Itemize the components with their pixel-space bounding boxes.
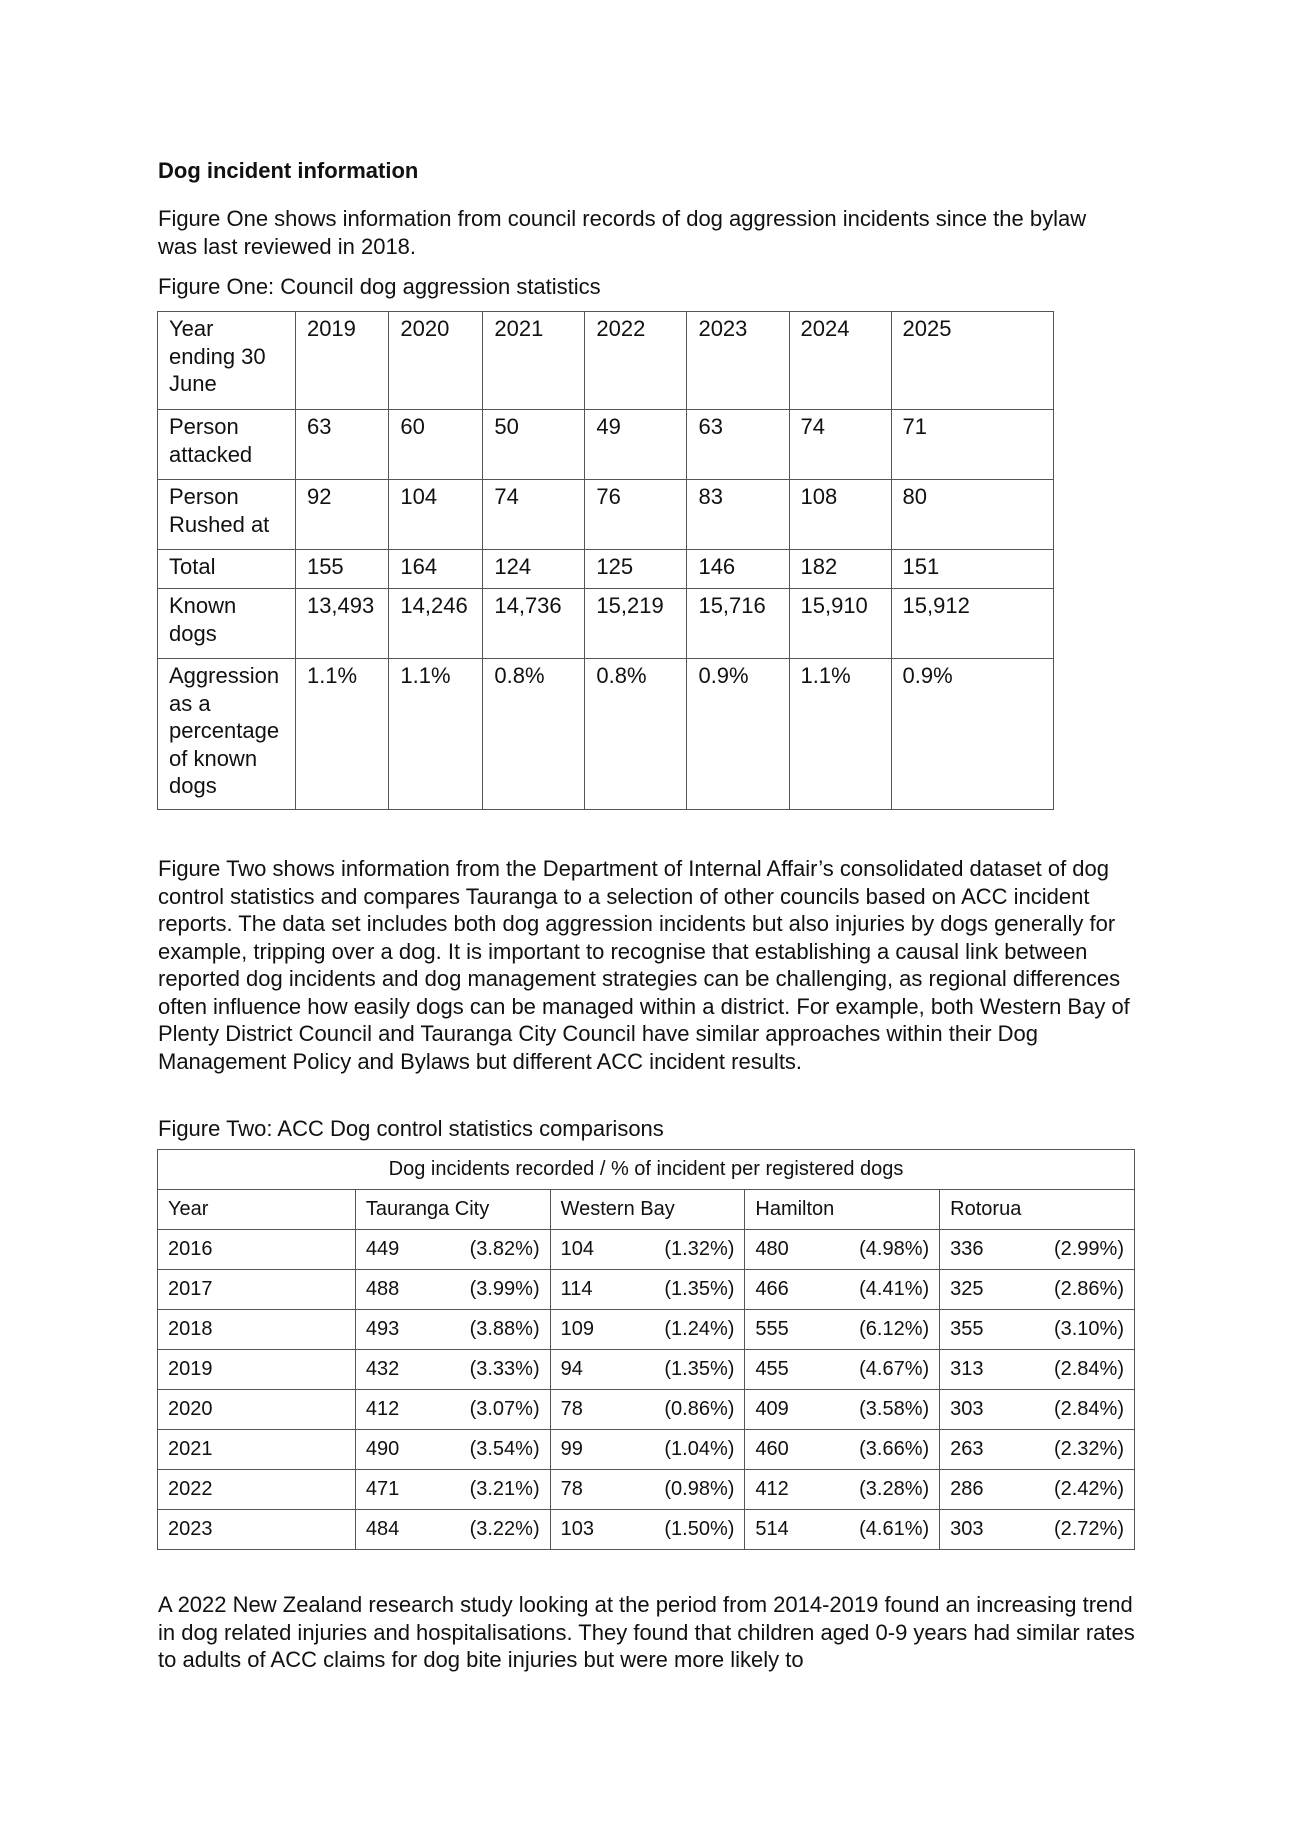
incident-count: 103 xyxy=(560,1518,594,1540)
value-cell: 15,716 xyxy=(687,589,789,659)
incident-count: 104 xyxy=(560,1238,594,1260)
year-cell: 2016 xyxy=(158,1230,356,1270)
header-label-cell: Year ending 30 June xyxy=(158,312,296,410)
incident-percentage: (3.58%) xyxy=(859,1398,930,1420)
incident-cell xyxy=(550,1230,745,1270)
council-header-cell: Hamilton xyxy=(745,1190,940,1230)
incident-count: 286 xyxy=(950,1478,984,1500)
incident-percentage: (3.33%) xyxy=(469,1358,540,1380)
span-header-cell: Dog incidents recorded / % of incident per registered dogs xyxy=(158,1150,1135,1190)
value-cell: 1.1% xyxy=(389,659,483,810)
value-cell: 14,246 xyxy=(389,589,483,659)
incident-count: 493 xyxy=(365,1318,400,1340)
incident-cell xyxy=(355,1510,550,1550)
figure-two-table xyxy=(157,1149,1135,1550)
value-cell: 80 xyxy=(891,480,1053,550)
incident-cell xyxy=(355,1470,550,1510)
incident-percentage: (3.10%) xyxy=(1053,1318,1124,1340)
incident-cell xyxy=(550,1270,745,1310)
table-row xyxy=(158,480,1054,550)
value-cell: 14,736 xyxy=(483,589,585,659)
incident-cell xyxy=(745,1230,940,1270)
table-row xyxy=(158,1390,1135,1430)
incident-cell xyxy=(745,1310,940,1350)
value-cell: 1.1% xyxy=(295,659,388,810)
row-label-cell: Person Rushed at xyxy=(158,480,296,550)
incident-percentage: (2.32%) xyxy=(1053,1438,1124,1460)
incident-percentage: (1.04%) xyxy=(664,1438,735,1460)
incident-count: 484 xyxy=(365,1518,400,1540)
incident-count: 514 xyxy=(755,1518,789,1540)
value-cell: 74 xyxy=(789,410,891,480)
incident-percentage: (2.42%) xyxy=(1053,1478,1124,1500)
table-row xyxy=(158,1470,1135,1510)
incident-count: 325 xyxy=(950,1278,984,1300)
table-row xyxy=(158,550,1054,589)
incident-percentage: (2.99%) xyxy=(1053,1238,1124,1260)
year-cell: 2020 xyxy=(158,1390,356,1430)
intro-paragraph: Figure One shows information from council records of dog aggression incidents since the bylaw was last reviewed in 2018. xyxy=(158,206,1087,259)
incident-cell xyxy=(550,1390,745,1430)
incident-count: 466 xyxy=(755,1278,789,1300)
incident-cell xyxy=(550,1430,745,1470)
incident-percentage: (3.66%) xyxy=(859,1438,930,1460)
value-cell: 49 xyxy=(585,410,687,480)
year-header-cell: 2025 xyxy=(891,312,1053,410)
year-header-cell: Year xyxy=(158,1190,356,1230)
incident-percentage: (3.82%) xyxy=(469,1238,540,1260)
figure-two-paragraph: Figure Two shows information from the Department of Internal Affair’s consolidated dataset of dog control statistics and compares Tauranga to a selection of other councils based on ACC incident reports. The data set includes both dog aggression incidents but also injuries by dogs generally for example, tripping over a dog. It is important to recognise that establishing a causal link between reported dog incidents and dog management strategies can be challenging, as regional differences often influence how easily dogs can be managed within a district. For example, both Western Bay of Plenty District Council and Tauranga City Council have similar approaches within their Dog Management Policy and Bylaws but different ACC incident results. xyxy=(158,856,1130,1074)
row-label-cell: Person attacked xyxy=(158,410,296,480)
incident-count: 488 xyxy=(365,1278,400,1300)
year-header-cell: 2022 xyxy=(585,312,687,410)
table-row xyxy=(158,1230,1135,1270)
value-cell: 15,910 xyxy=(789,589,891,659)
incident-cell xyxy=(550,1310,745,1350)
incident-percentage: (3.88%) xyxy=(469,1318,540,1340)
value-cell: 92 xyxy=(295,480,388,550)
incident-percentage: (3.99%) xyxy=(469,1278,540,1300)
incident-count: 114 xyxy=(560,1278,593,1300)
incident-percentage: (4.41%) xyxy=(859,1278,930,1300)
council-header-cell: Tauranga City xyxy=(355,1190,550,1230)
table-row xyxy=(158,659,1054,810)
value-cell: 151 xyxy=(891,550,1053,589)
figure-one-table xyxy=(157,311,1054,810)
incident-count: 449 xyxy=(365,1238,400,1260)
incident-count: 471 xyxy=(365,1478,400,1500)
incident-count: 412 xyxy=(755,1478,789,1500)
incident-percentage: (3.54%) xyxy=(469,1438,540,1460)
value-cell: 63 xyxy=(687,410,789,480)
row-label-cell: Total xyxy=(158,550,296,589)
value-cell: 83 xyxy=(687,480,789,550)
incident-percentage: (0.86%) xyxy=(664,1398,735,1420)
year-header-cell: 2020 xyxy=(389,312,483,410)
incident-count: 313 xyxy=(950,1358,984,1380)
figure-one-caption: Figure One: Council dog aggression statistics xyxy=(158,274,601,299)
figure-two-caption: Figure Two: ACC Dog control statistics comparisons xyxy=(158,1116,664,1141)
incident-percentage: (4.98%) xyxy=(859,1238,930,1260)
year-header-cell: 2024 xyxy=(789,312,891,410)
table-row xyxy=(158,1310,1135,1350)
year-header-cell: 2019 xyxy=(295,312,388,410)
incident-percentage: (1.32%) xyxy=(664,1238,735,1260)
table-row xyxy=(158,410,1054,480)
table-header-row xyxy=(158,312,1054,410)
incident-cell xyxy=(940,1270,1135,1310)
incident-count: 109 xyxy=(560,1318,594,1340)
value-cell: 15,219 xyxy=(585,589,687,659)
incident-cell xyxy=(940,1310,1135,1350)
incident-percentage: (1.35%) xyxy=(664,1278,735,1300)
incident-cell xyxy=(745,1270,940,1310)
value-cell: 125 xyxy=(585,550,687,589)
value-cell: 1.1% xyxy=(789,659,891,810)
value-cell: 155 xyxy=(295,550,388,589)
incident-percentage: (4.67%) xyxy=(859,1358,930,1380)
incident-cell xyxy=(355,1430,550,1470)
year-cell: 2017 xyxy=(158,1270,356,1310)
incident-count: 412 xyxy=(365,1398,400,1420)
year-header-cell: 2023 xyxy=(687,312,789,410)
incident-cell xyxy=(745,1390,940,1430)
incident-percentage: (0.98%) xyxy=(664,1478,735,1500)
incident-cell xyxy=(550,1470,745,1510)
value-cell: 74 xyxy=(483,480,585,550)
year-cell: 2021 xyxy=(158,1430,356,1470)
value-cell: 60 xyxy=(389,410,483,480)
incident-count: 432 xyxy=(365,1358,400,1380)
incident-cell xyxy=(940,1230,1135,1270)
incident-percentage: (6.12%) xyxy=(859,1318,930,1340)
row-label-cell: Aggression as a percentage of known dogs xyxy=(158,659,296,810)
incident-count: 355 xyxy=(950,1318,984,1340)
incident-cell xyxy=(355,1270,550,1310)
incident-count: 336 xyxy=(950,1238,984,1260)
incident-cell xyxy=(940,1390,1135,1430)
council-header-cell: Western Bay xyxy=(550,1190,745,1230)
incident-cell xyxy=(550,1350,745,1390)
year-header-cell: 2021 xyxy=(483,312,585,410)
incident-percentage: (3.22%) xyxy=(469,1518,540,1540)
year-cell: 2023 xyxy=(158,1510,356,1550)
incident-cell xyxy=(745,1470,940,1510)
incident-count: 303 xyxy=(950,1518,984,1540)
incident-cell xyxy=(940,1430,1135,1470)
table-row xyxy=(158,1350,1135,1390)
incident-percentage: (1.50%) xyxy=(664,1518,735,1540)
table-header-row xyxy=(158,1190,1135,1230)
incident-percentage: (2.86%) xyxy=(1053,1278,1124,1300)
incident-cell xyxy=(745,1350,940,1390)
incident-percentage: (2.84%) xyxy=(1053,1358,1124,1380)
value-cell: 71 xyxy=(891,410,1053,480)
table-row xyxy=(158,1430,1135,1470)
incident-cell xyxy=(745,1510,940,1550)
value-cell: 0.8% xyxy=(585,659,687,810)
table-row xyxy=(158,589,1054,659)
value-cell: 108 xyxy=(789,480,891,550)
year-cell: 2019 xyxy=(158,1350,356,1390)
incident-cell xyxy=(550,1510,745,1550)
incident-cell xyxy=(940,1470,1135,1510)
value-cell: 104 xyxy=(389,480,483,550)
incident-count: 460 xyxy=(755,1438,789,1460)
incident-percentage: (3.28%) xyxy=(859,1478,930,1500)
incident-count: 78 xyxy=(560,1478,583,1500)
incident-cell xyxy=(745,1430,940,1470)
table-span-header-row xyxy=(158,1150,1135,1190)
incident-cell xyxy=(355,1390,550,1430)
section-heading: Dog incident information xyxy=(158,158,419,183)
value-cell: 50 xyxy=(483,410,585,480)
incident-percentage: (4.61%) xyxy=(859,1518,930,1540)
incident-count: 263 xyxy=(950,1438,984,1460)
incident-cell xyxy=(940,1350,1135,1390)
incident-cell xyxy=(355,1230,550,1270)
incident-count: 490 xyxy=(365,1438,400,1460)
incident-count: 99 xyxy=(560,1438,583,1460)
value-cell: 76 xyxy=(585,480,687,550)
year-cell: 2018 xyxy=(158,1310,356,1350)
incident-percentage: (2.84%) xyxy=(1053,1398,1124,1420)
row-label-cell: Known dogs xyxy=(158,589,296,659)
year-cell: 2022 xyxy=(158,1470,356,1510)
table-row xyxy=(158,1270,1135,1310)
incident-count: 303 xyxy=(950,1398,984,1420)
incident-count: 480 xyxy=(755,1238,789,1260)
value-cell: 182 xyxy=(789,550,891,589)
incident-percentage: (3.07%) xyxy=(469,1398,540,1420)
value-cell: 164 xyxy=(389,550,483,589)
table-row xyxy=(158,1510,1135,1550)
council-header-cell: Rotorua xyxy=(940,1190,1135,1230)
incident-count: 455 xyxy=(755,1358,789,1380)
incident-count: 94 xyxy=(560,1358,583,1380)
incident-percentage: (1.35%) xyxy=(664,1358,735,1380)
incident-percentage: (3.21%) xyxy=(469,1478,540,1500)
value-cell: 0.8% xyxy=(483,659,585,810)
value-cell: 13,493 xyxy=(295,589,388,659)
incident-cell xyxy=(355,1310,550,1350)
value-cell: 146 xyxy=(687,550,789,589)
incident-percentage: (2.72%) xyxy=(1053,1518,1124,1540)
incident-count: 78 xyxy=(560,1398,583,1420)
value-cell: 0.9% xyxy=(891,659,1053,810)
value-cell: 0.9% xyxy=(687,659,789,810)
incident-count: 409 xyxy=(755,1398,789,1420)
incident-percentage: (1.24%) xyxy=(664,1318,735,1340)
incident-count: 555 xyxy=(755,1318,789,1340)
value-cell: 63 xyxy=(295,410,388,480)
value-cell: 15,912 xyxy=(891,589,1053,659)
research-paragraph: A 2022 New Zealand research study looking at the period from 2014-2019 found an increasing trend in dog related injuries and hospitalisations. They found that children aged 0-9 years had similar rates to adults of ACC claims for dog bite injuries but were more likely to xyxy=(158,1592,1135,1672)
incident-cell xyxy=(355,1350,550,1390)
incident-cell xyxy=(940,1510,1135,1550)
value-cell: 124 xyxy=(483,550,585,589)
